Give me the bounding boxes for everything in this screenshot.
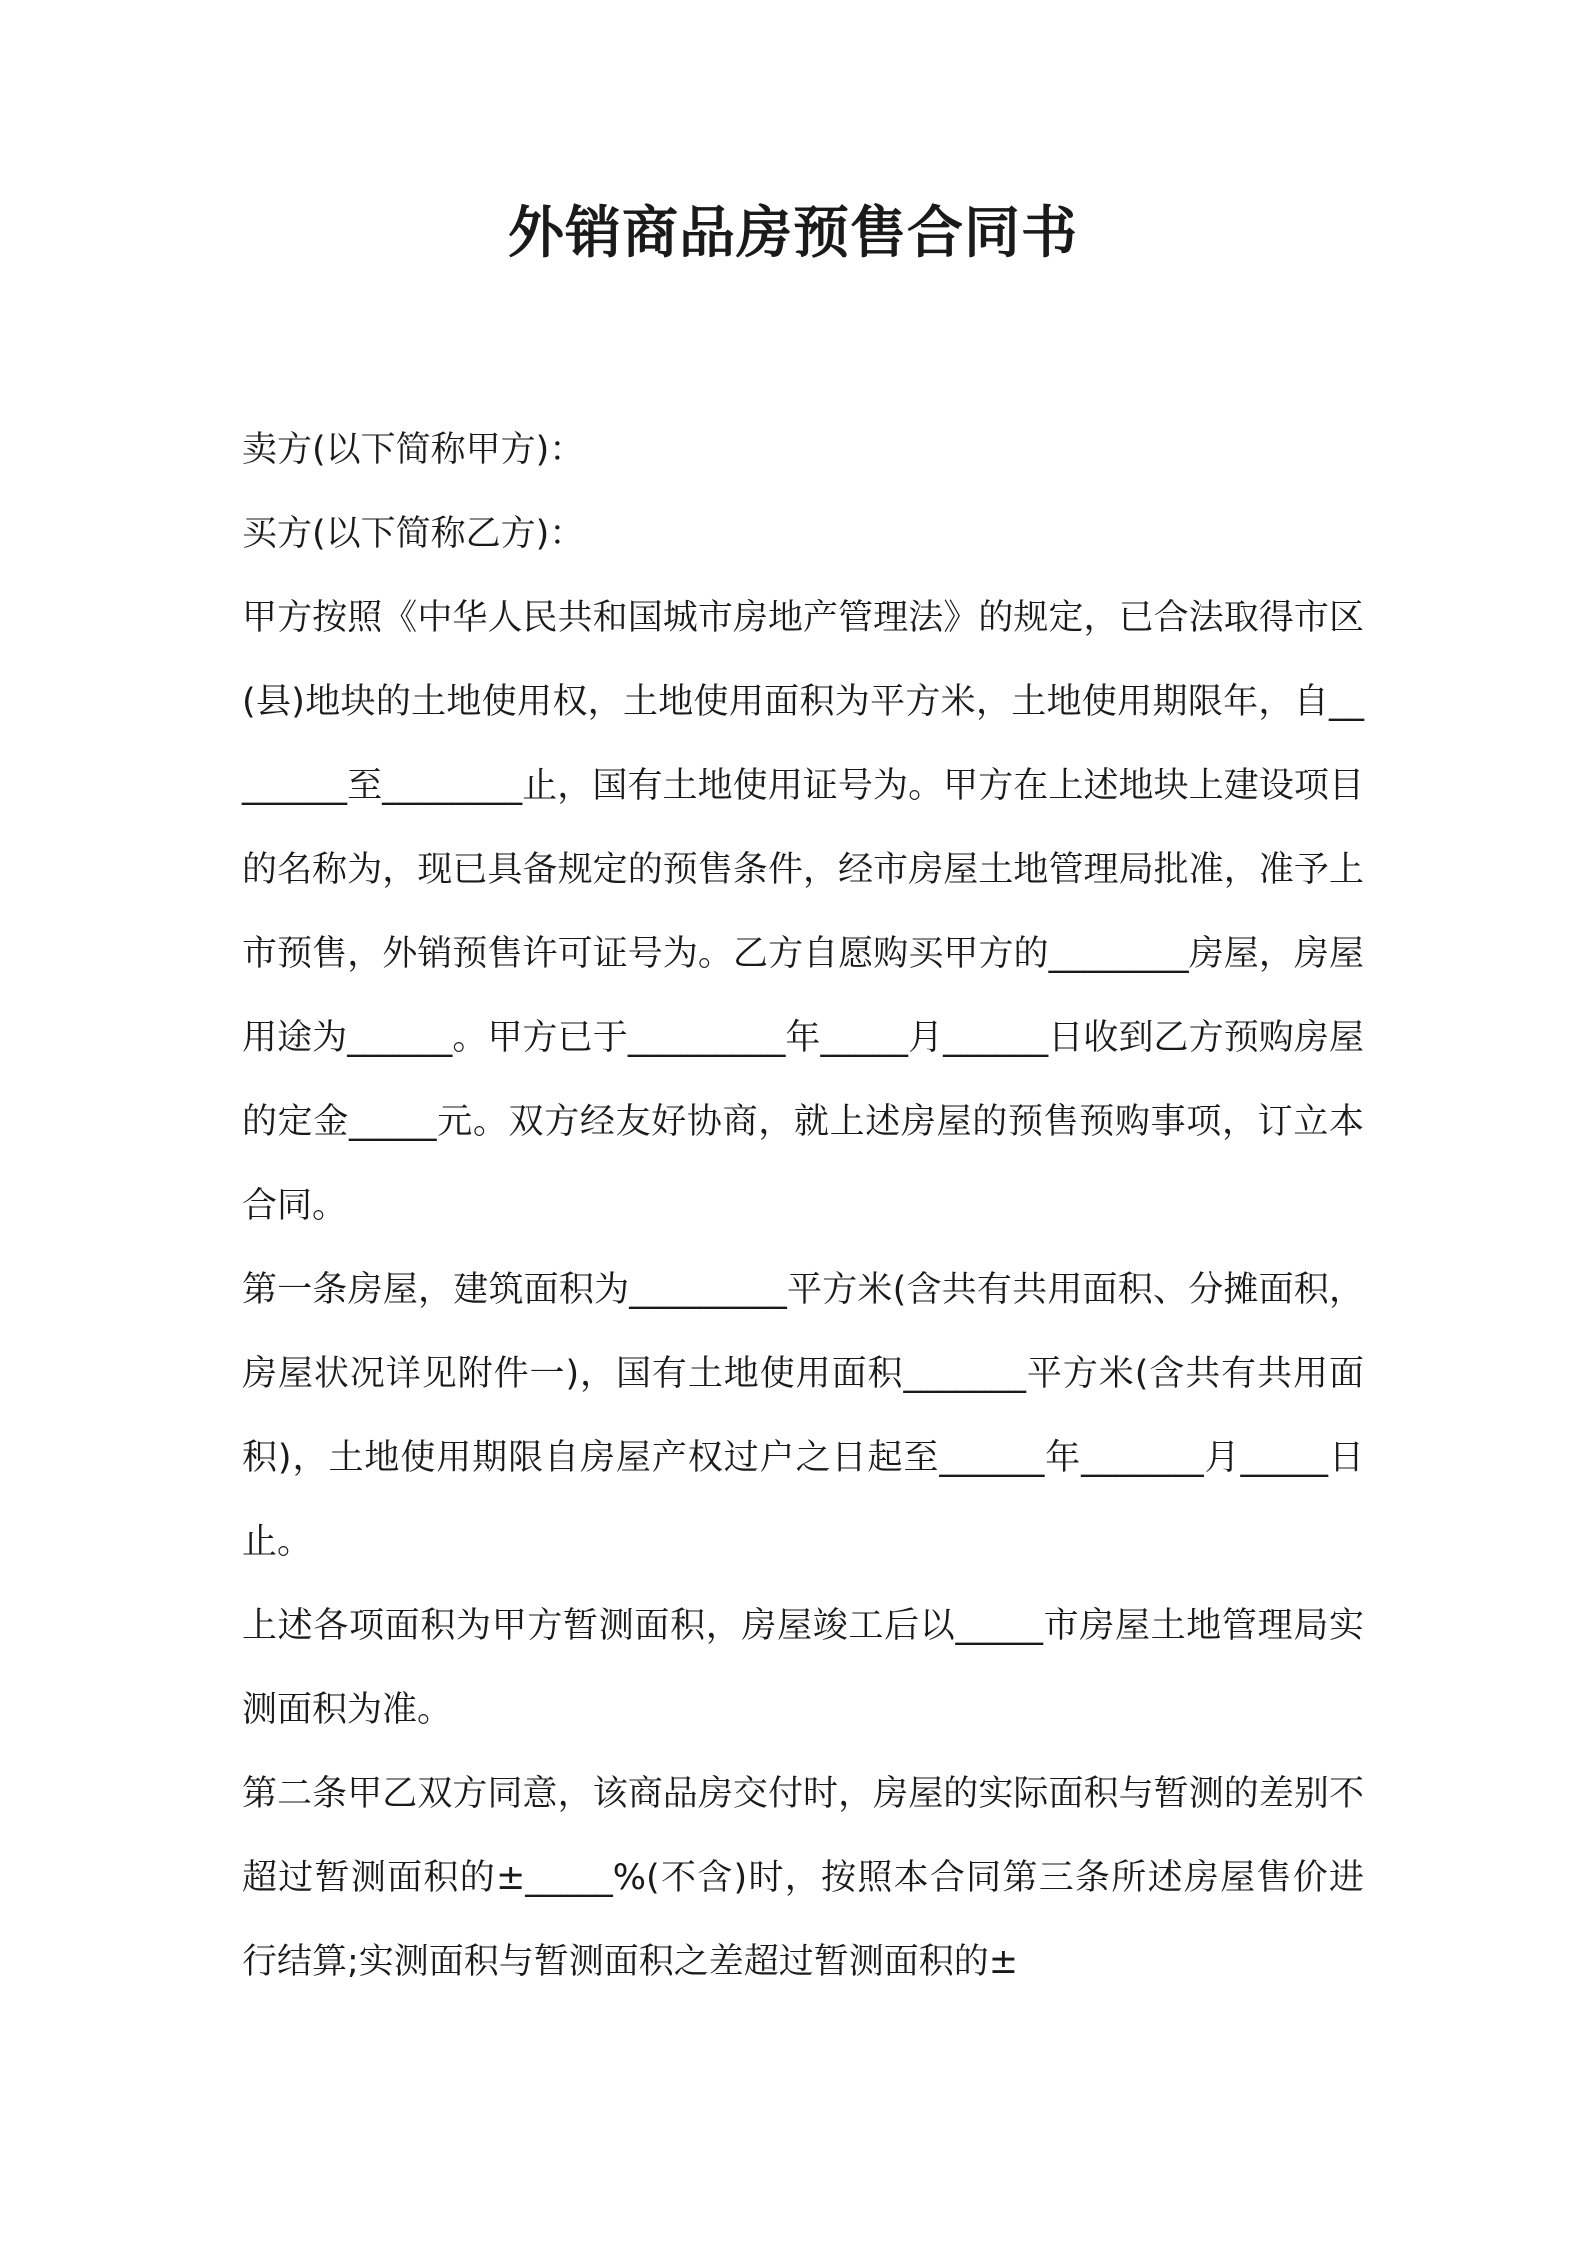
article-1-paragraph: 第一条房屋，建筑面积为_________平方米(含共有共用面积、分摊面积，房屋状况详见附件一)，国有土地使用面积_______平方米(含共有共用面积)，土地使用期限自房屋产权过户之日起至______年_______月_____日止。 <box>242 1270 1364 1562</box>
preamble-paragraph: 甲方按照《中华人民共和国城市房地产管理法》的规定，已合法取得市区(县)地块的土地使用权，土地使用面积为平方米，土地使用期限年，自________至________止，国有土地使用证号为。甲方在上述地块上建设项目的名称为，现已具备规定的预售条件，经市房屋土地管理局批准，准予上市预售，外销预售许可证号为。乙方自愿购买甲方的________房屋，房屋用途为______。甲方已于_________年_____月______日收到乙方预购房屋的定金_____元。双方经友好协商，就上述房屋的预售预购事项，订立本合同。 <box>242 598 1364 1226</box>
seller-line: 卖方(以下简称甲方)： <box>242 430 585 470</box>
buyer-line: 买方(以下简称乙方)： <box>242 514 585 554</box>
document-title: 外销商品房预售合同书 <box>508 201 1078 266</box>
document-body <box>242 408 1364 2004</box>
article-2-paragraph: 第二条甲乙双方同意，该商品房交付时，房屋的实际面积与暂测的差别不超过暂测面积的±_____%(不含)时，按照本合同第三条所述房屋售价进行结算;实测面积与暂测面积之差超过暂测面积的± <box>242 1774 1364 1982</box>
area-note-paragraph: 上述各项面积为甲方暂测面积，房屋竣工后以_____市房屋土地管理局实测面积为准。 <box>242 1606 1364 1730</box>
